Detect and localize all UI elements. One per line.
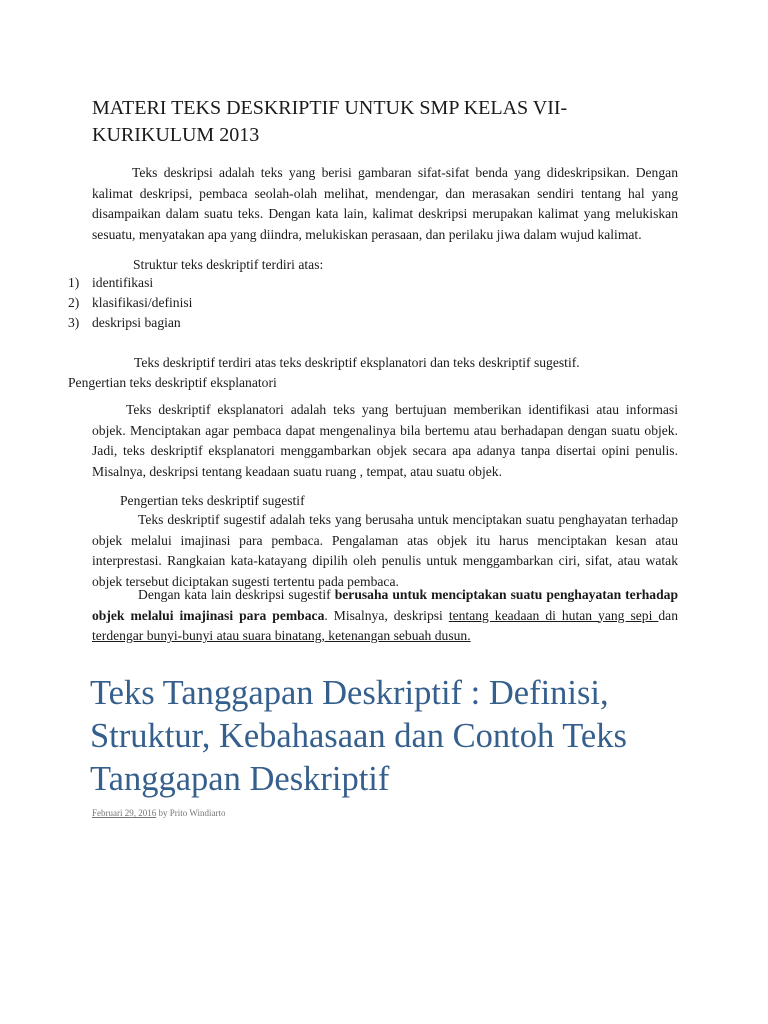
suggestive-heading: Pengertian teks deskriptif sugestif (120, 493, 305, 508)
explanatory-heading: Pengertian teks deskriptif eksplanatori (68, 375, 277, 390)
structure-list (68, 273, 192, 333)
article-meta: Februari 29, 2016 by Prito Windiarto (92, 808, 226, 818)
intro-paragraph: Teks deskripsi adalah teks yang berisi gambaran sifat-sifat benda yang dideskripsikan. Dengan kalimat deskripsi, pembaca seolah-olah melihat, mendengar, dan merasakan sendiri tentang hal yang disampaikan dalam suatu teks. Dengan kata lain, kalimat deskripsi merupakan kalimat yang melukiskan sesuatu, menyatakan apa yang diindra, melukiskan perasaan, dan perilaku jiwa dalam wujud kalimat. (92, 165, 678, 242)
list-item: 3) deskripsi bagian (68, 315, 181, 330)
suggestive-paragraph: Teks deskriptif sugestif adalah teks yang berusaha untuk menciptakan suatu penghayatan terhadap objek melalui imajinasi para pembaca. Pengalaman atas objek itu harus menciptakan kesan atau interprestasi. Rangkaian kata-katayang dipilih oleh penulis untuk menggambarkan ciri, sifat, atau watak objek tersebut diciptakan sugesti tertentu pada pembaca. (92, 512, 678, 589)
post-date-link[interactable]: Februari 29, 2016 (92, 808, 157, 818)
article-headline: Teks Tanggapan Deskriptif : Definisi, Struktur, Kebahasaan dan Contoh Teks Tanggapan Deskriptif (90, 674, 627, 798)
emphasis-text: berusaha untuk menciptakan suatu penghayatan terhadap objek melalui imajinasi para pembaca (92, 587, 679, 623)
document-title: MATERI TEKS DESKRIPTIF UNTUK SMP KELAS VII-KURIKULUM 2013 (92, 97, 568, 146)
structure-intro: Struktur teks deskriptif terdiri atas: (133, 257, 324, 272)
types-sentence: Teks deskriptif terdiri atas teks deskriptif eksplanatori dan teks deskriptif sugestif. (134, 355, 580, 370)
summary-paragraph: Dengan kata lain deskripsi sugestif berusaha untuk menciptakan suatu penghayatan terhadap objek melalui imajinasi para pembaca. Misalnya, deskripsi tentang keadaan di hutan yang sepi dan terdengar bunyi-bunyi atau suara binatang, ketenangan sebuah dusun. (92, 587, 679, 643)
underlined-text: tentang keadaan di hutan yang sepi (448, 607, 659, 623)
author-name: Prito Windiarto (169, 808, 226, 818)
list-item: 2) klasifikasi/definisi (68, 295, 193, 310)
underlined-text: terdengar bunyi-bunyi atau suara binatang, ketenangan sebuah dusun. (92, 628, 471, 643)
list-item: 1) identifikasi (68, 275, 154, 290)
explanatory-paragraph: Teks deskriptif eksplanatori adalah teks yang bertujuan memberikan identifikasi atau informasi objek. Menciptakan agar pembaca dapat mengenalinya bila bertemu atau berhadapan dengan suatu objek. Jadi, teks deskriptif eksplanatori menggambarkan objek secara apa adanya tanpa disertai opini penulis. Misalnya, deskripsi tentang keadaan suatu ruang , tempat, atau suatu objek. (92, 402, 678, 479)
